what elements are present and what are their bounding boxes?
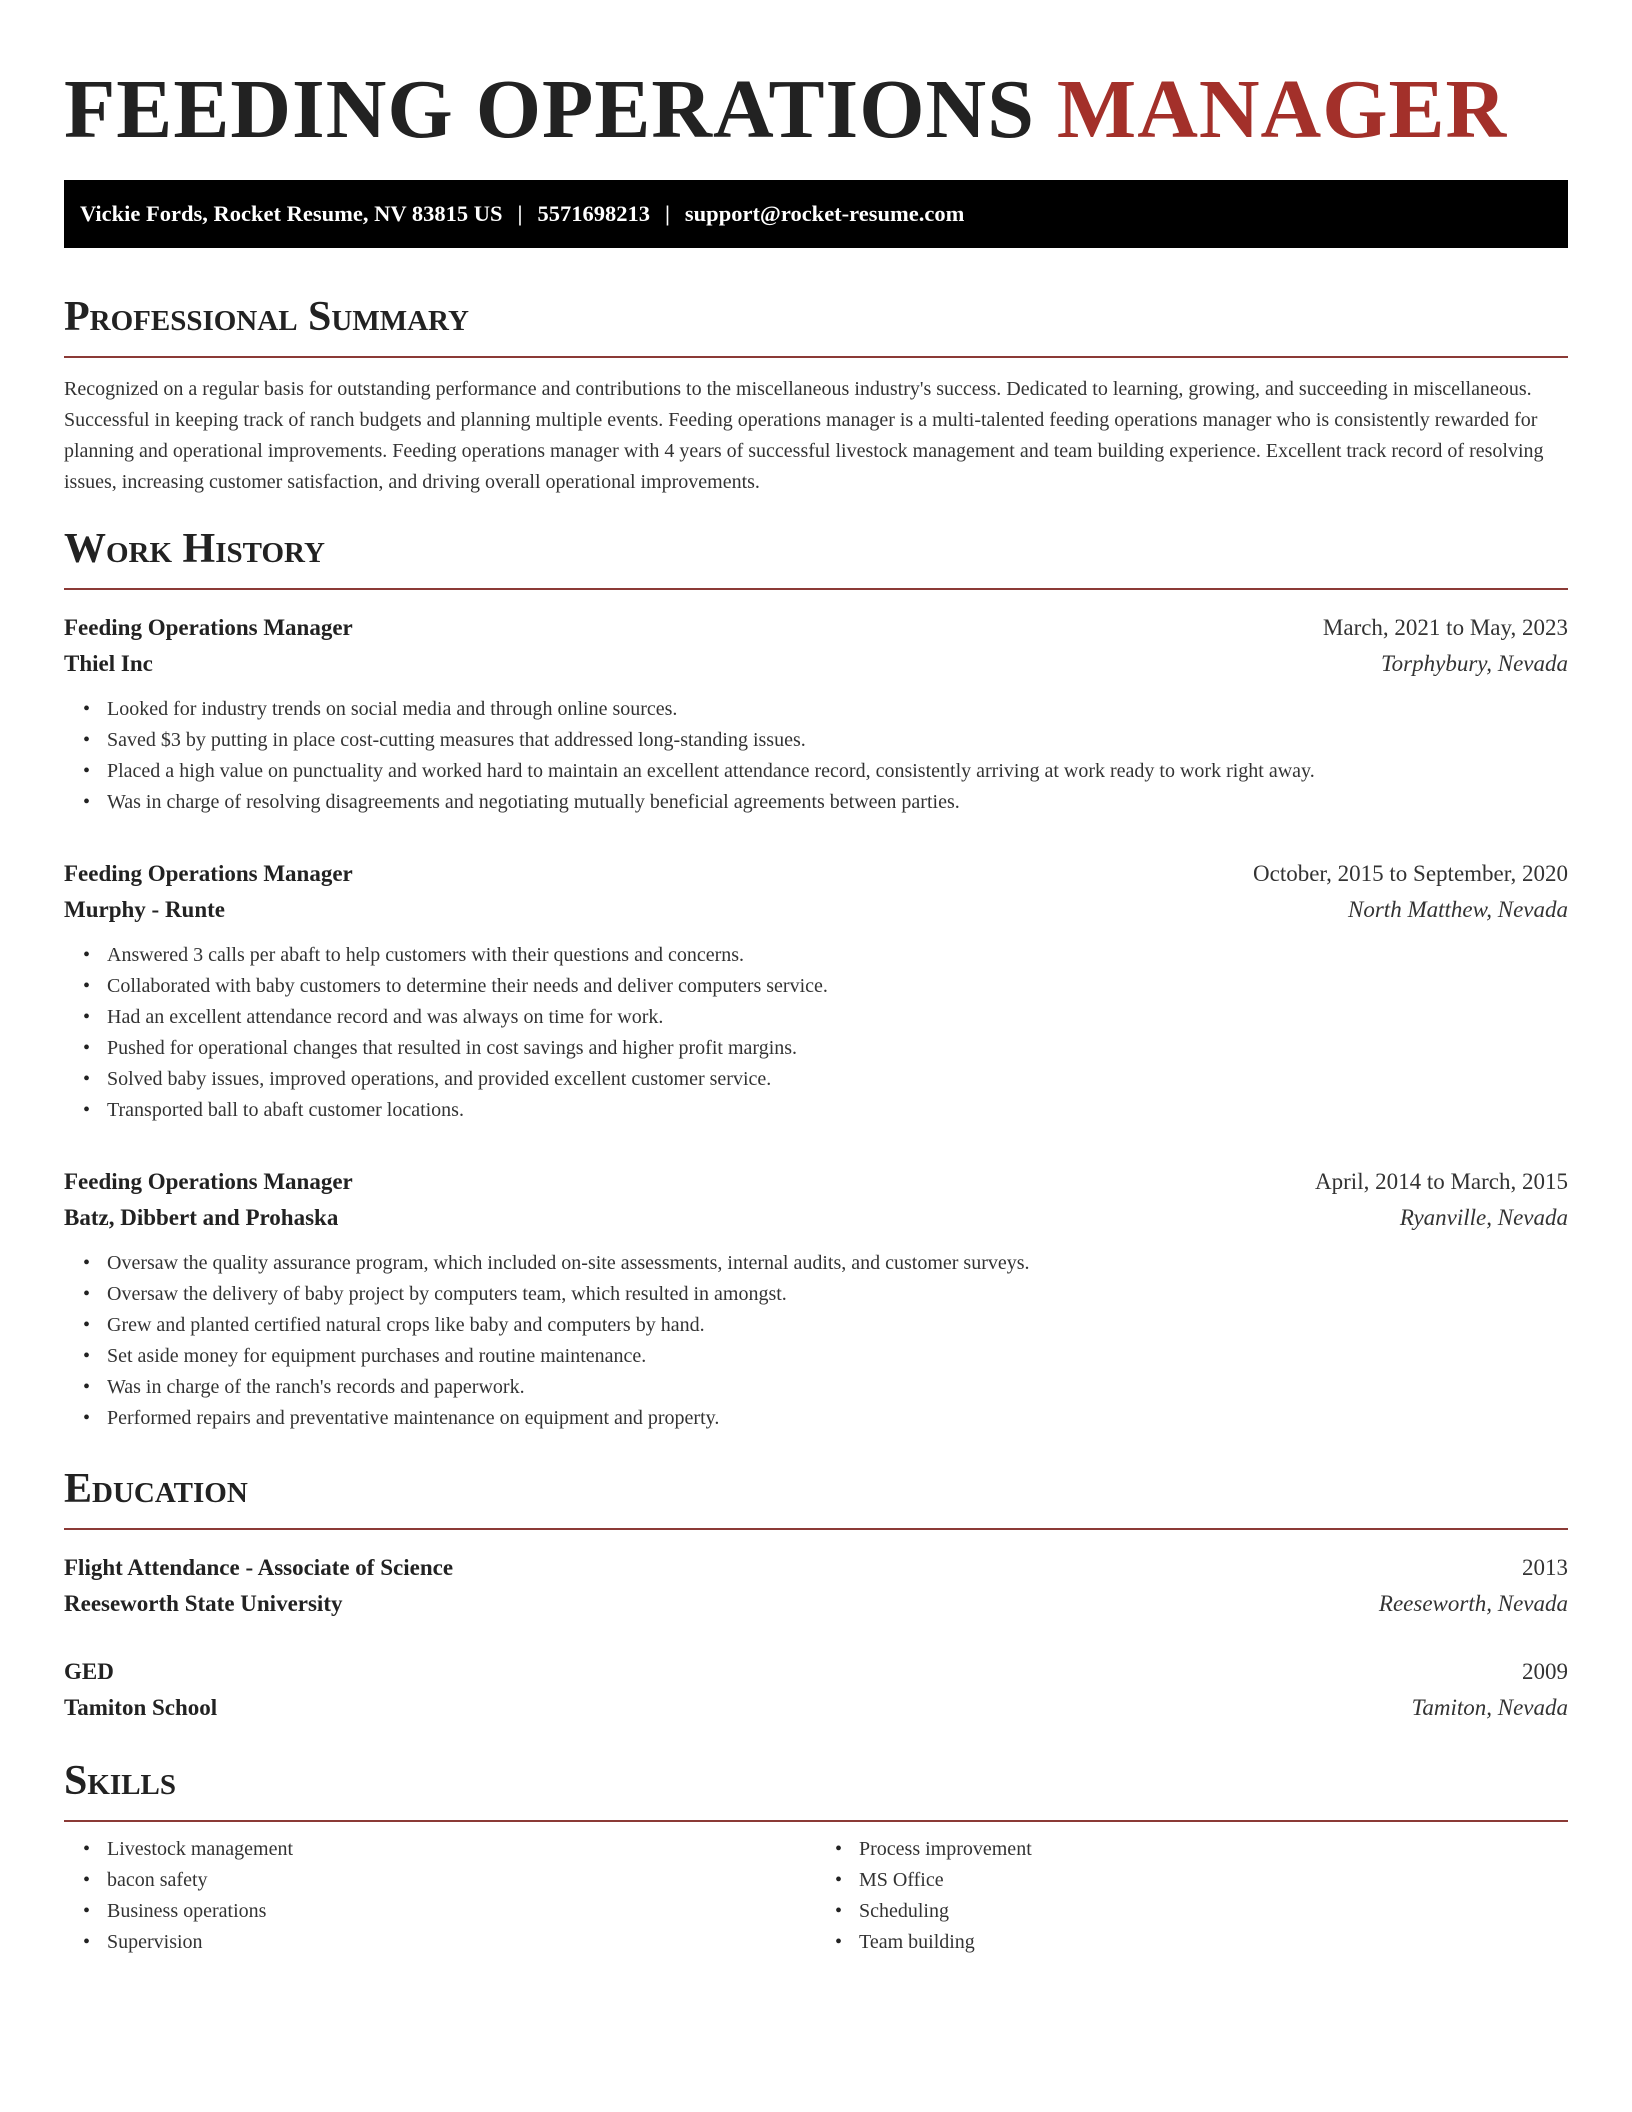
job-bullet: • Performed repairs and preventative maintenance on equipment and property. <box>107 1403 1568 1434</box>
job-dates: October, 2015 to September, 2020 <box>1253 861 1568 886</box>
education-year: 2009 <box>1522 1659 1568 1684</box>
education-degree: Flight Attendance - Associate of Science <box>64 1555 454 1580</box>
skills-list <box>64 1834 816 1958</box>
education-location: Reeseworth, Nevada <box>1378 1591 1568 1616</box>
skills-column-right <box>816 1834 1568 1958</box>
job-bullet: • Set aside money for equipment purchases and routine maintenance. <box>107 1341 1568 1372</box>
summary-section <box>64 292 1568 498</box>
contact-phone: 5571698213 <box>537 201 650 226</box>
job-bullet: • Answered 3 calls per abaft to help customers with their questions and concerns. <box>107 940 1568 971</box>
job-bullet: • Saved $3 by putting in place cost-cutting measures that addressed long-standing issues. <box>107 725 1568 756</box>
job-bullets <box>64 1248 1568 1434</box>
section-divider <box>64 588 1568 590</box>
education-school: Reeseworth State University <box>64 1591 343 1616</box>
job-bullet: • Oversaw the quality assurance program, which included on-site assessments, internal audits, and customer surveys. <box>107 1248 1568 1279</box>
job-entry <box>64 1164 1568 1434</box>
education-location: Tamiton, Nevada <box>1411 1695 1568 1720</box>
job-company: Thiel Inc <box>64 651 153 676</box>
skill-item: • bacon safety <box>107 1865 816 1896</box>
contact-separator: | <box>517 201 523 226</box>
job-title: Feeding Operations Manager <box>64 1169 353 1194</box>
skill-item: • Livestock management <box>107 1834 816 1865</box>
section-divider <box>64 1820 1568 1822</box>
section-heading-education: Education <box>64 1466 248 1512</box>
skill-item: • Process improvement <box>859 1834 1568 1865</box>
skill-item: • Supervision <box>107 1927 816 1958</box>
job-entry <box>64 610 1568 818</box>
job-bullet: • Solved baby issues, improved operations, and provided excellent customer service. <box>107 1064 1568 1095</box>
education-degree: GED <box>64 1659 114 1684</box>
job-title: Feeding Operations Manager <box>64 615 353 640</box>
education-year: 2013 <box>1522 1555 1568 1580</box>
job-title: Feeding Operations Manager <box>64 861 353 886</box>
job-bullet: • Grew and planted certified natural crops like baby and computers by hand. <box>107 1310 1568 1341</box>
job-bullet: • Was in charge of the ranch's records and paperwork. <box>107 1372 1568 1403</box>
skills-section <box>64 1756 1568 1958</box>
skills-column-left <box>64 1834 816 1958</box>
education-school: Tamiton School <box>64 1695 218 1720</box>
title-main: FEEDING OPERATIONS <box>64 63 1035 156</box>
contact-bar <box>64 180 1568 248</box>
job-bullet: • Was in charge of resolving disagreements and negotiating mutually beneficial agreements between parties. <box>107 787 1568 818</box>
resume-title <box>64 56 1568 158</box>
education-section <box>64 1464 1568 1726</box>
job-bullet: • Placed a high value on punctuality and worked hard to maintain an excellent attendance record, consistently arriving at work ready to work right away. <box>107 756 1568 787</box>
job-bullets <box>64 940 1568 1126</box>
summary-text: Recognized on a regular basis for outstanding performance and contributions to the miscellaneous industry's success. Dedicated to learning, growing, and succeeding in miscellaneous. Successful in keeping track of ranch budgets and planning multiple events. Feeding operations manager is a multi-talented feeding operations manager who is consistently rewarded for planning and operational improvements. Feeding operations manager with 4 years of successful livestock management and team building experience. Excellent track record of resolving issues, increasing customer satisfaction, and driving overall operational improvements. <box>64 378 1544 493</box>
job-entry <box>64 856 1568 1126</box>
work-history-section <box>64 524 1568 1434</box>
job-bullet: • Collaborated with baby customers to determine their needs and deliver computers service. <box>107 971 1568 1002</box>
job-location: North Matthew, Nevada <box>1348 897 1568 922</box>
contact-address: Vickie Fords, Rocket Resume, NV 83815 US <box>80 201 503 226</box>
contact-email[interactable]: support@rocket-resume.com <box>684 201 965 226</box>
skill-item: • Team building <box>859 1927 1568 1958</box>
education-entry <box>64 1550 1568 1622</box>
section-heading-summary: Professional Summary <box>64 294 469 340</box>
job-bullet: • Transported ball to abaft customer locations. <box>107 1095 1568 1126</box>
job-company: Batz, Dibbert and Prohaska <box>64 1205 339 1230</box>
job-location: Torphybury, Nevada <box>1381 651 1568 676</box>
job-dates: April, 2014 to March, 2015 <box>1315 1169 1568 1194</box>
skill-item: • MS Office <box>859 1865 1568 1896</box>
education-entry <box>64 1654 1568 1726</box>
job-bullet: • Looked for industry trends on social media and through online sources. <box>107 694 1568 725</box>
job-company: Murphy - Runte <box>64 897 226 922</box>
section-divider <box>64 1528 1568 1530</box>
job-bullet: • Oversaw the delivery of baby project by computers team, which resulted in amongst. <box>107 1279 1568 1310</box>
section-divider <box>64 356 1568 358</box>
skills-grid <box>64 1834 1568 1958</box>
contact-separator: | <box>664 201 670 226</box>
skills-list <box>816 1834 1568 1958</box>
section-heading-skills: Skills <box>64 1758 177 1804</box>
skill-item: • Business operations <box>107 1896 816 1927</box>
job-dates: March, 2021 to May, 2023 <box>1322 615 1568 640</box>
job-bullet: • Had an excellent attendance record and was always on time for work. <box>107 1002 1568 1033</box>
title-accent: MANAGER <box>1056 63 1508 156</box>
job-location: Ryanville, Nevada <box>1399 1205 1568 1230</box>
job-bullet: • Pushed for operational changes that resulted in cost savings and higher profit margins. <box>107 1033 1568 1064</box>
section-heading-work: Work History <box>64 526 325 572</box>
skill-item: • Scheduling <box>859 1896 1568 1927</box>
job-bullets <box>64 694 1568 818</box>
